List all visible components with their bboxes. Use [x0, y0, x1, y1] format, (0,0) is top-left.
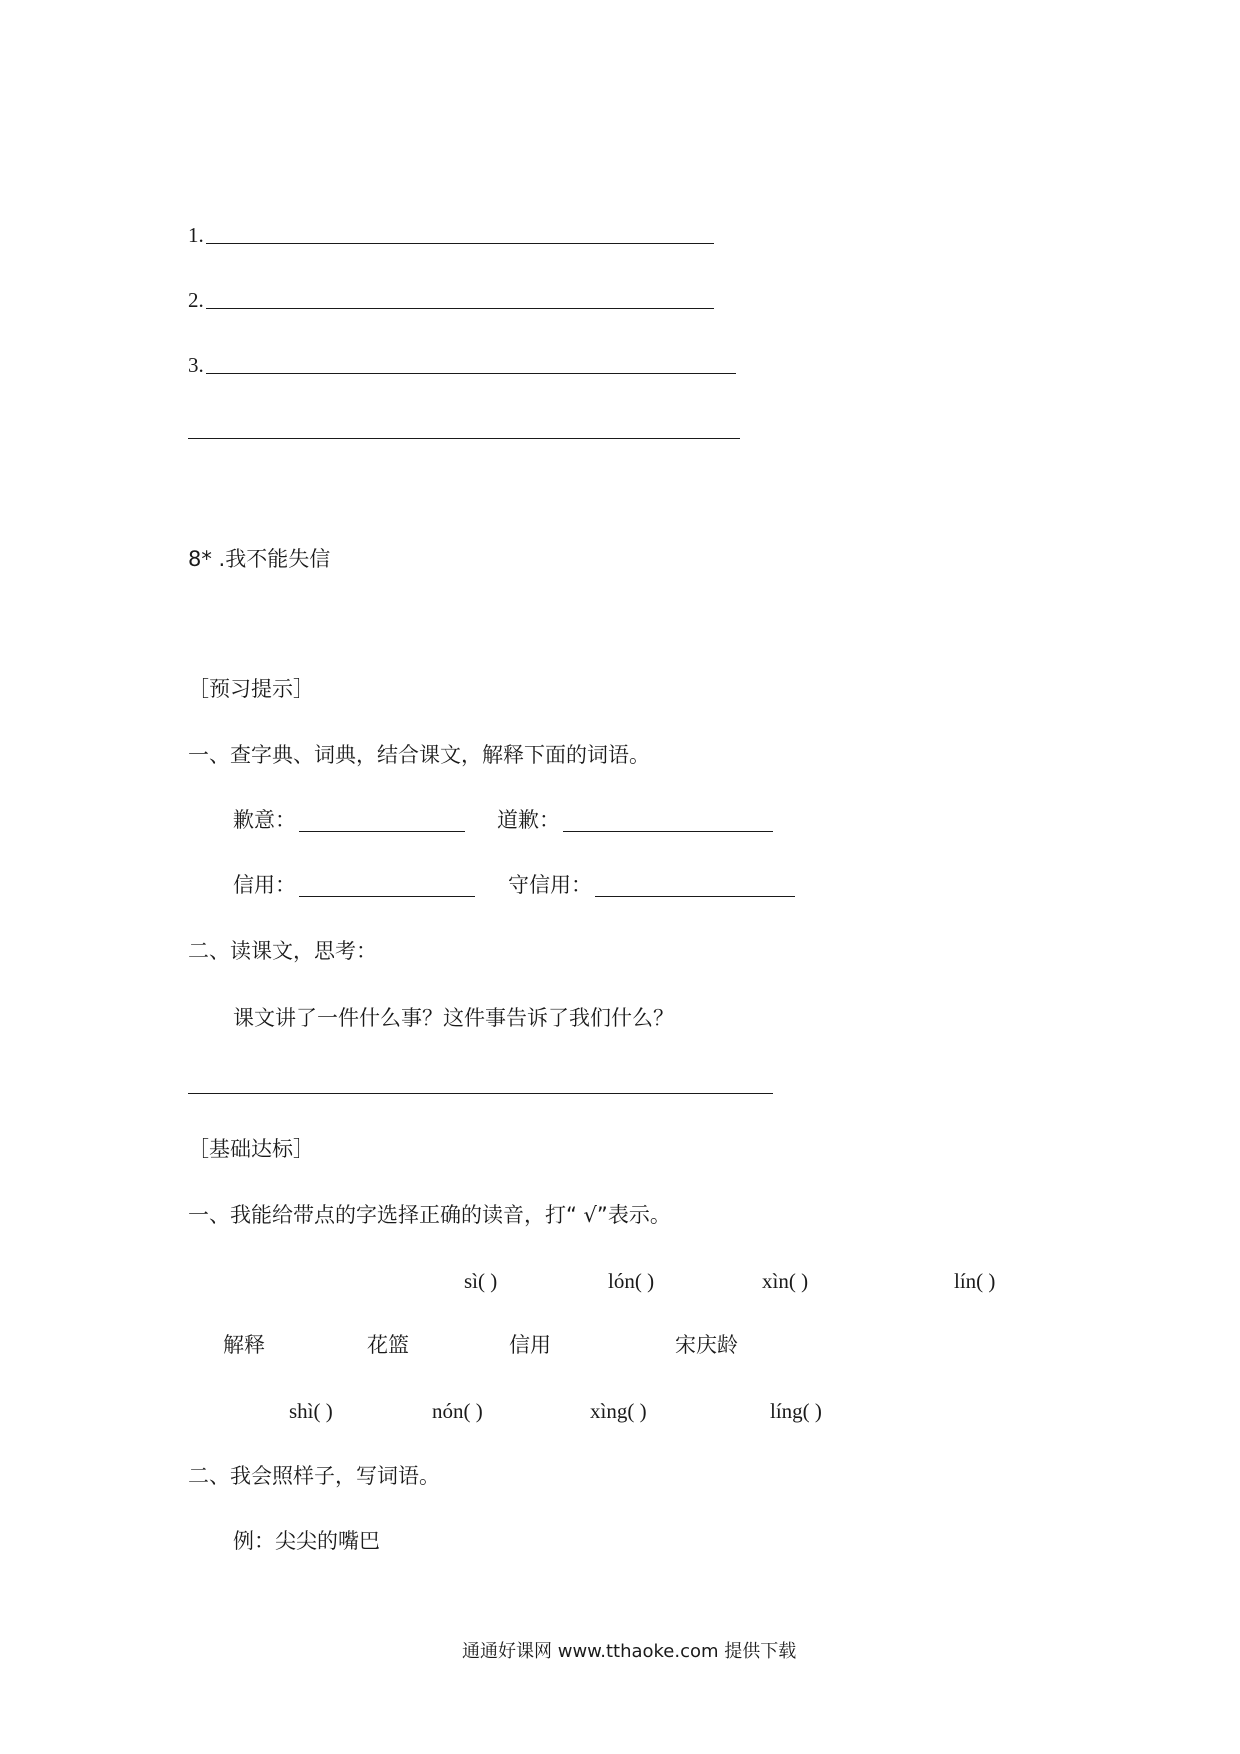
term-daoqian-blank[interactable]: [563, 831, 773, 832]
pinyin-option-xing[interactable]: xìng( ): [590, 1399, 647, 1423]
term-qianyi-label: 歉意：: [233, 808, 296, 832]
term-xinyong-label: 信用：: [233, 873, 296, 897]
basics-question-2: 二、我会照样子，写词语。: [188, 1464, 440, 1488]
term-daoqian-label: 道歉：: [497, 808, 560, 832]
pinyin-option-shi[interactable]: shì( ): [289, 1399, 333, 1423]
blank-line-1[interactable]: [206, 243, 714, 244]
preview-question-2: 二、读课文，思考：: [188, 939, 377, 963]
word-jieshi: 解释: [223, 1333, 265, 1357]
term-shouxinyong-blank[interactable]: [595, 896, 795, 897]
blank-item-3-label: 3.: [188, 353, 204, 377]
blank-line-3[interactable]: [206, 373, 736, 374]
preview-question-1: 一、查字典、词典，结合课文，解释下面的词语。: [188, 743, 650, 767]
blank-line-3-continued[interactable]: [188, 438, 740, 439]
page-footer: 通通好课网 www.tthaoke.com 提供下载: [462, 1641, 797, 1662]
pinyin-option-xin[interactable]: xìn( ): [762, 1269, 809, 1293]
word-songqingling: 宋庆龄: [675, 1333, 738, 1357]
blank-item-2-label: 2.: [188, 288, 204, 312]
preview-answer-line[interactable]: [188, 1093, 773, 1094]
term-xinyong-blank[interactable]: [299, 896, 475, 897]
preview-heading: ［预习提示］: [188, 677, 314, 701]
blank-item-1-label: 1.: [188, 223, 204, 247]
preview-question-2-prompt: 课文讲了一件什么事？这件事告诉了我们什么？: [233, 1006, 674, 1030]
pinyin-option-si[interactable]: sì( ): [464, 1269, 498, 1293]
pinyin-option-lin[interactable]: lín( ): [954, 1269, 996, 1293]
word-xinyong: 信用: [509, 1333, 551, 1357]
basics-question-1: 一、我能给带点的字选择正确的读音，打“ √”表示。: [188, 1203, 671, 1227]
word-hualan: 花篮: [367, 1333, 409, 1357]
basics-example: 例：尖尖的嘴巴: [233, 1529, 380, 1553]
term-shouxinyong-label: 守信用：: [508, 873, 592, 897]
term-qianyi-blank[interactable]: [299, 831, 465, 832]
pinyin-option-ling[interactable]: líng( ): [770, 1399, 822, 1423]
blank-line-2[interactable]: [206, 308, 714, 309]
basics-heading: ［基础达标］: [188, 1137, 314, 1161]
lesson-title: 8* .我不能失信: [188, 547, 331, 571]
pinyin-option-non[interactable]: nón( ): [432, 1399, 483, 1423]
pinyin-option-lon[interactable]: lón( ): [608, 1269, 655, 1293]
